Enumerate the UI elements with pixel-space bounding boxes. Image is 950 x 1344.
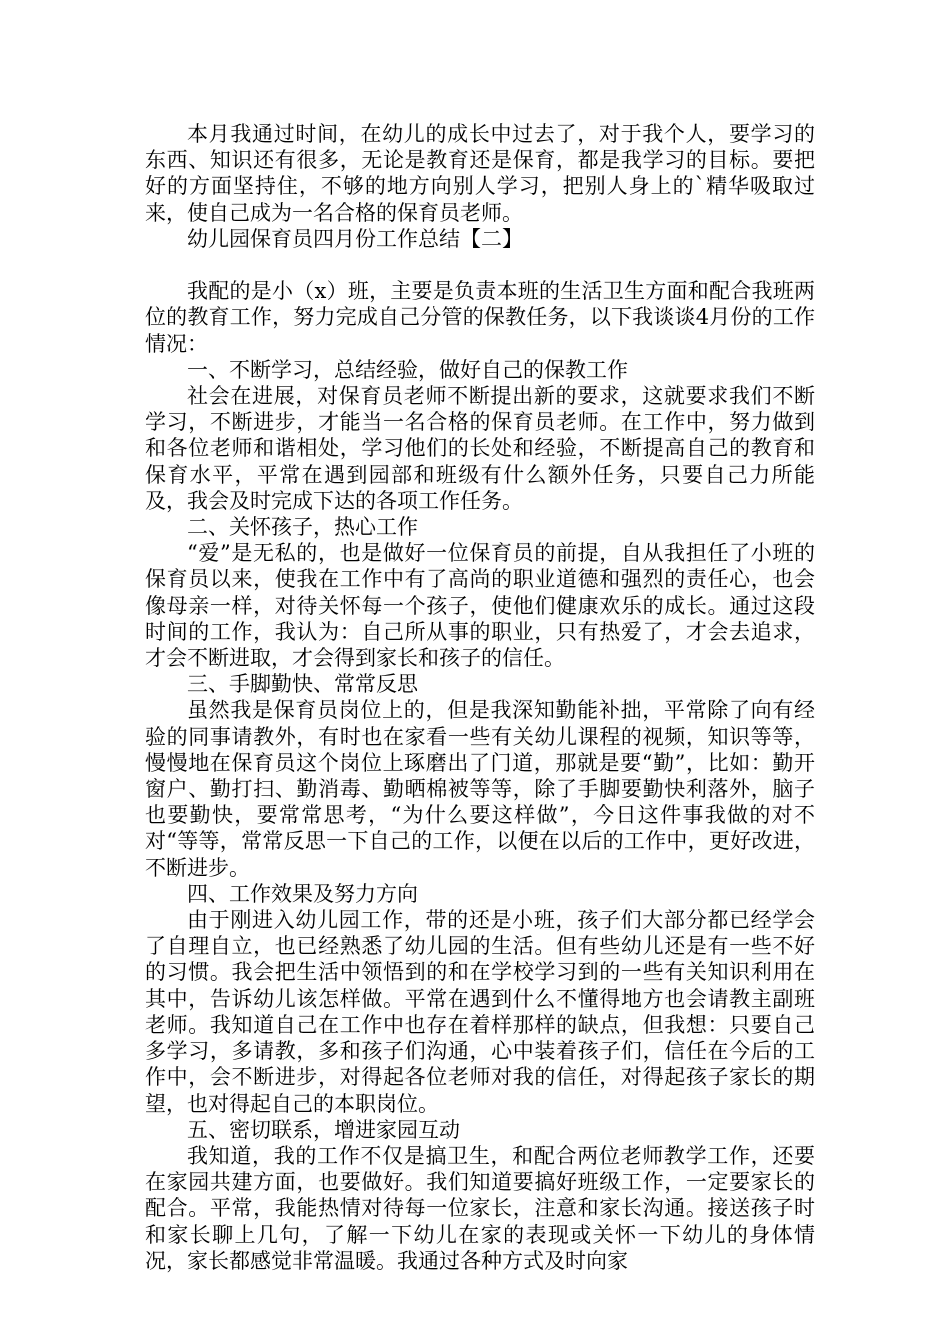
heading-results: 四、工作效果及努力方向 bbox=[187, 881, 418, 906]
heading-learning: 一、不断学习，总结经验，做好自己的保教工作 bbox=[187, 357, 628, 382]
document-body bbox=[145, 121, 815, 1274]
paragraph-class-duties: 我配的是小（x）班，主要是负责本班的生活卫生方面和配合我班两位的教育工作，努力完成自己分管的保教任务，以下我谈谈4月份的工作情况： bbox=[145, 279, 815, 356]
heading-diligence: 三、手脚勤快、常常反思 bbox=[187, 672, 418, 697]
paragraph-learning: 社会在进展，对保育员老师不断提出新的要求，这就要求我们不断学习，不断进步，才能当一名合格的保育员老师。在工作中，努力做到和各位老师和谐相处，学习他们的长处和经验，不断提高自己的教育和保育水平，平常在遇到园部和班级有什么额外任务，只要自己力所能及，我会及时完成下达的各项工作任务。 bbox=[145, 384, 815, 513]
blank-line bbox=[145, 252, 815, 278]
paragraph-intro: 本月我通过时间，在幼儿的成长中过去了，对于我个人，要学习的东西、知识还有很多，无论是教育还是保育，都是我学习的目标。要把好的方面坚持住，不够的地方向别人学习，把别人身上的`精华吸取过来，使自己成为一名合格的保育员老师。 bbox=[145, 122, 815, 225]
paragraph-diligence: 虽然我是保育员岗位上的，但是我深知勤能补拙，平常除了向有经验的同事请教外，有时也在家看一些有关幼儿课程的视频，知识等等，慢慢地在保育员这个岗位上琢磨出了门道，那就是要“勤”，比如：勤开窗户、勤打扫、勤消毒、勤晒棉被等等，除了手脚要勤快利落外，脑子也要勤快，要常常思考，“为什么要这样做”，今日这件事我做的对不对“等等，常常反思一下自己的工作，以便在以后的工作中，更好改进，不断进步。 bbox=[145, 698, 815, 880]
paragraph-results: 由于刚进入幼儿园工作，带的还是小班，孩子们大部分都已经学会了自理自立，也已经熟悉了幼儿园的生活。但有些幼儿还是有一些不好的习惯。我会把生活中领悟到的和在学校学习到的一些有关知识利用在其中，告诉幼儿该怎样做。平常在遇到什么不懂得地方也会请教主副班老师。我知道自己在工作中也存在着样那样的缺点，但我想：只要自己多学习，多请教，多和孩子们沟通，心中装着孩子们，信任在今后的工作中，会不断进步，对得起各位老师对我的信任，对得起孩子家长的期望，也对得起自己的本职岗位。 bbox=[145, 908, 815, 1116]
section-title-part-two: 幼儿园保育员四月份工作总结【二】 bbox=[187, 226, 523, 251]
heading-caring: 二、关怀孩子，热心工作 bbox=[187, 515, 418, 540]
paragraph-home-school: 我知道，我的工作不仅是搞卫生，和配合两位老师教学工作，还要在家园共建方面，也要做好。我们知道要搞好班级工作，一定要家长的配合。平常，我能热情对待每一位家长，注意和家长沟通。接送孩子时和家长聊上几句，了解一下幼儿在家的表现或关怀一下幼儿的身体情况，家长都感觉非常温暖。我通过各种方式及时向家 bbox=[145, 1143, 815, 1273]
heading-home-school: 五、密切联系，增进家园互动 bbox=[187, 1117, 460, 1142]
paragraph-caring: “爱”是无私的，也是做好一位保育员的前提，自从我担任了小班的保育员以来，使我在工作中有了高尚的职业道德和强烈的责任心，也会像母亲一样，对待关怀每一个孩子，使他们健康欢乐的成长。通过这段时间的工作，我认为：自己所从事的职业，只有热爱了，才会去追求，才会不断进取，才会得到家长和孩子的信任。 bbox=[145, 541, 815, 671]
